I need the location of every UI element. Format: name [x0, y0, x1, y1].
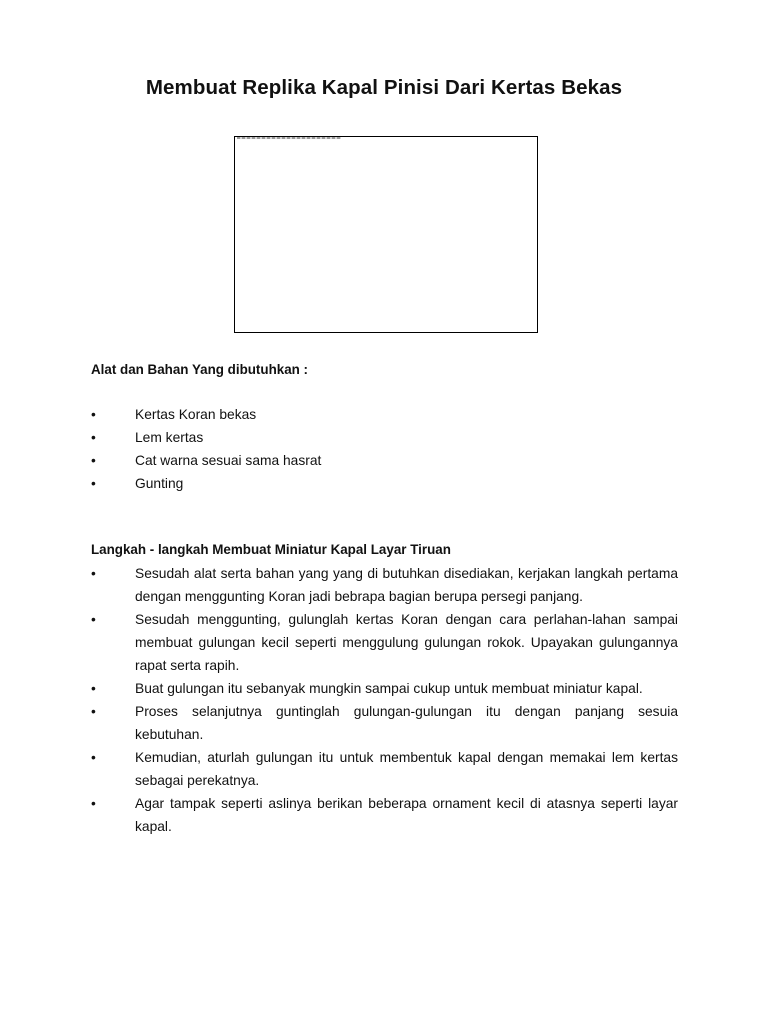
list-item-text: Lem kertas [135, 430, 204, 445]
list-item [91, 452, 678, 475]
list-item-text: Gunting [135, 476, 184, 491]
steps-heading: Langkah - langkah Membuat Miniatur Kapal Layar Tiruan [91, 542, 451, 557]
list-item-text: Sesudah menggunting, gulunglah kertas Koran dengan cara perlahan-lahan sampai membuat gulungan kecil seperti menggulung gulungan rokok. Upayakan gulungannya rapat serta rapih. [135, 612, 678, 673]
page-title: Membuat Replika Kapal Pinisi Dari Kertas Bekas [145, 76, 623, 99]
list-item-text: Agar tampak seperti aslinya berikan beberapa ornament kecil di atasnya seperti layar kapal. [135, 796, 678, 834]
bullet-icon: • [91, 704, 96, 719]
list-item-text: Proses selanjutnya guntinglah gulungan-gulungan itu dengan panjang sesuia kebutuhan. [135, 704, 678, 742]
materials-heading: Alat dan Bahan Yang dibutuhkan : [91, 362, 308, 377]
bullet-icon: • [91, 796, 96, 811]
steps-list [91, 562, 678, 838]
list-item-text: Kertas Koran bekas [135, 407, 257, 422]
bullet-icon: • [91, 476, 96, 491]
list-item-text: Cat warna sesuai sama hasrat [135, 453, 322, 468]
bullet-icon: • [91, 453, 96, 468]
list-item-text: Buat gulungan itu sebanyak mungkin sampai cukup untuk membuat miniatur kapal. [135, 681, 643, 696]
image-placeholder [234, 136, 538, 333]
list-item-text: Sesudah alat serta bahan yang yang di butuhkan disediakan, kerjakan langkah pertama dengan menggunting Koran jadi bebrapa bagian berupa persegi panjang. [135, 566, 678, 604]
bullet-icon: • [91, 612, 96, 627]
image-caption-strip [237, 137, 341, 139]
list-item [91, 562, 678, 608]
list-item [91, 475, 678, 498]
materials-list [91, 406, 678, 498]
list-item [91, 700, 678, 746]
list-item [91, 429, 678, 452]
list-item [91, 792, 678, 838]
bullet-icon: • [91, 750, 96, 765]
list-item [91, 608, 678, 677]
bullet-icon: • [91, 681, 96, 696]
bullet-icon: • [91, 566, 96, 581]
list-item [91, 677, 678, 700]
list-item [91, 746, 678, 792]
bullet-icon: • [91, 430, 96, 445]
bullet-icon: • [91, 407, 96, 422]
list-item-text: Kemudian, aturlah gulungan itu untuk membentuk kapal dengan memakai lem kertas sebagai perekatnya. [135, 750, 678, 788]
list-item [91, 406, 678, 429]
